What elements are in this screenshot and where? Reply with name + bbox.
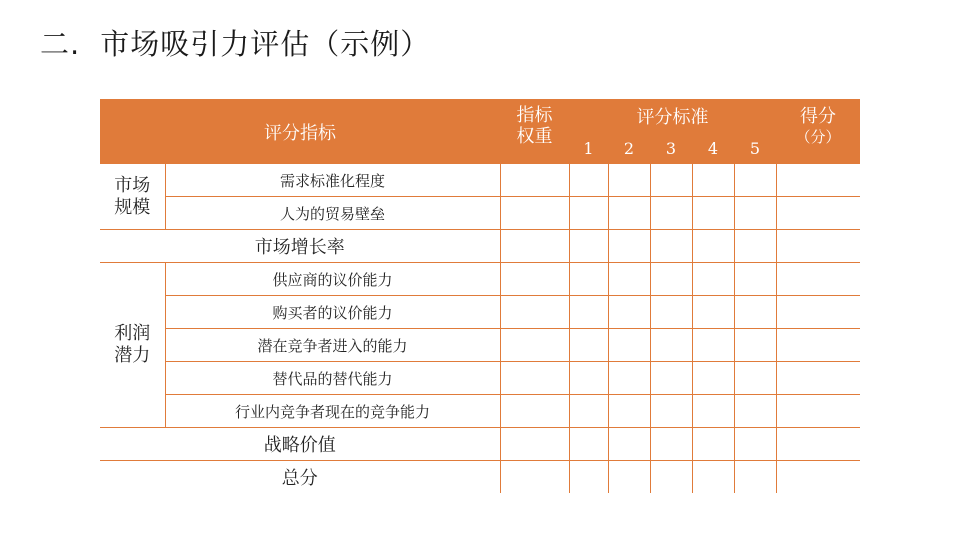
header-weight bbox=[500, 99, 569, 164]
score-cell[interactable] bbox=[608, 263, 650, 296]
item-label: 人为的贸易壁垒 bbox=[165, 197, 500, 230]
score-cell[interactable] bbox=[650, 428, 692, 461]
weight-cell[interactable] bbox=[500, 362, 569, 395]
category-label: 市场 规模 bbox=[114, 174, 151, 218]
header-indicator: 评分指标 bbox=[100, 99, 500, 164]
score-cell[interactable] bbox=[692, 230, 734, 263]
table-row bbox=[100, 329, 860, 362]
score-cell[interactable] bbox=[569, 461, 608, 494]
score-cell[interactable] bbox=[734, 197, 776, 230]
score-cell[interactable] bbox=[569, 263, 608, 296]
score-cell[interactable] bbox=[569, 230, 608, 263]
total-cell[interactable] bbox=[776, 428, 860, 461]
category-label: 利润 潜力 bbox=[114, 323, 151, 366]
weight-cell[interactable] bbox=[500, 461, 569, 494]
score-cell[interactable] bbox=[734, 230, 776, 263]
weight-cell[interactable] bbox=[500, 329, 569, 362]
assessment-table bbox=[100, 99, 860, 493]
score-cell[interactable] bbox=[569, 428, 608, 461]
total-cell[interactable] bbox=[776, 263, 860, 296]
scale-1: 1 bbox=[569, 133, 608, 164]
table-row bbox=[100, 362, 860, 395]
score-cell[interactable] bbox=[608, 164, 650, 197]
scale-4: 4 bbox=[692, 133, 734, 164]
slide-title bbox=[40, 22, 430, 63]
weight-cell[interactable] bbox=[500, 428, 569, 461]
score-cell[interactable] bbox=[608, 362, 650, 395]
score-cell[interactable] bbox=[650, 197, 692, 230]
weight-cell[interactable] bbox=[500, 395, 569, 428]
score-cell[interactable] bbox=[650, 230, 692, 263]
score-cell[interactable] bbox=[608, 395, 650, 428]
score-cell[interactable] bbox=[692, 164, 734, 197]
item-label: 供应商的议价能力 bbox=[165, 263, 500, 296]
slide-number: 二. bbox=[40, 27, 81, 61]
item-label: 替代品的替代能力 bbox=[165, 362, 500, 395]
weight-cell[interactable] bbox=[500, 197, 569, 230]
score-cell[interactable] bbox=[650, 461, 692, 494]
scale-5: 5 bbox=[734, 133, 776, 164]
score-cell[interactable] bbox=[692, 263, 734, 296]
score-cell[interactable] bbox=[734, 329, 776, 362]
score-cell[interactable] bbox=[734, 461, 776, 494]
score-cell[interactable] bbox=[692, 428, 734, 461]
score-cell[interactable] bbox=[608, 296, 650, 329]
score-cell[interactable] bbox=[569, 296, 608, 329]
score-cell[interactable] bbox=[608, 329, 650, 362]
score-cell[interactable] bbox=[650, 395, 692, 428]
table-row bbox=[100, 263, 860, 296]
item-total: 总分 bbox=[100, 461, 500, 494]
scale-3: 3 bbox=[650, 133, 692, 164]
score-cell[interactable] bbox=[569, 329, 608, 362]
item-growth: 市场增长率 bbox=[100, 230, 500, 263]
score-cell[interactable] bbox=[608, 461, 650, 494]
score-cell[interactable] bbox=[692, 329, 734, 362]
score-cell[interactable] bbox=[734, 395, 776, 428]
scale-2: 2 bbox=[608, 133, 650, 164]
total-cell[interactable] bbox=[776, 362, 860, 395]
score-cell[interactable] bbox=[608, 197, 650, 230]
item-label: 需求标准化程度 bbox=[279, 171, 385, 190]
score-cell[interactable] bbox=[650, 329, 692, 362]
weight-cell[interactable] bbox=[500, 296, 569, 329]
score-cell[interactable] bbox=[692, 296, 734, 329]
score-cell[interactable] bbox=[650, 296, 692, 329]
score-cell[interactable] bbox=[692, 395, 734, 428]
header-score-unit: （分） bbox=[795, 128, 841, 146]
item-label: 购买者的议价能力 bbox=[165, 296, 500, 329]
header-weight-text: 指标 权重 bbox=[516, 104, 553, 147]
table-row bbox=[100, 197, 860, 230]
score-cell[interactable] bbox=[569, 362, 608, 395]
category-market-size bbox=[100, 164, 165, 230]
header-score-text: 得分 bbox=[800, 106, 837, 127]
table-row bbox=[100, 428, 860, 461]
score-cell[interactable] bbox=[734, 428, 776, 461]
score-cell[interactable] bbox=[569, 197, 608, 230]
score-cell[interactable] bbox=[608, 428, 650, 461]
category-profit bbox=[100, 263, 165, 428]
total-cell[interactable] bbox=[776, 296, 860, 329]
weight-cell[interactable] bbox=[500, 230, 569, 263]
item-strategic: 战略价值 bbox=[100, 428, 500, 461]
score-cell[interactable] bbox=[692, 461, 734, 494]
total-cell[interactable] bbox=[776, 395, 860, 428]
table-row bbox=[100, 395, 860, 428]
item-label: 行业内竞争者现在的竞争能力 bbox=[165, 395, 500, 428]
score-cell[interactable] bbox=[692, 362, 734, 395]
score-cell[interactable] bbox=[734, 362, 776, 395]
total-cell[interactable] bbox=[776, 329, 860, 362]
total-cell[interactable] bbox=[776, 164, 860, 197]
table-row bbox=[100, 230, 860, 263]
score-cell[interactable] bbox=[569, 164, 608, 197]
score-cell[interactable] bbox=[569, 395, 608, 428]
total-cell[interactable] bbox=[776, 230, 860, 263]
weight-cell[interactable] bbox=[500, 263, 569, 296]
item-label: 潜在竞争者进入的能力 bbox=[165, 329, 500, 362]
header-criteria: 评分标准 bbox=[569, 99, 776, 133]
table-row bbox=[100, 461, 860, 494]
score-cell[interactable] bbox=[692, 197, 734, 230]
total-cell[interactable] bbox=[776, 461, 860, 494]
score-cell[interactable] bbox=[650, 263, 692, 296]
score-cell[interactable] bbox=[608, 230, 650, 263]
total-cell[interactable] bbox=[776, 197, 860, 230]
score-cell[interactable] bbox=[650, 362, 692, 395]
weight-cell[interactable] bbox=[500, 164, 569, 197]
header-score bbox=[776, 99, 860, 164]
table-row bbox=[100, 296, 860, 329]
slide-title-text: 市场吸引力评估（示例） bbox=[100, 27, 431, 61]
table-row bbox=[100, 164, 860, 197]
score-cell[interactable] bbox=[734, 263, 776, 296]
score-cell[interactable] bbox=[734, 164, 776, 197]
score-cell[interactable] bbox=[734, 296, 776, 329]
score-cell[interactable] bbox=[650, 164, 692, 197]
